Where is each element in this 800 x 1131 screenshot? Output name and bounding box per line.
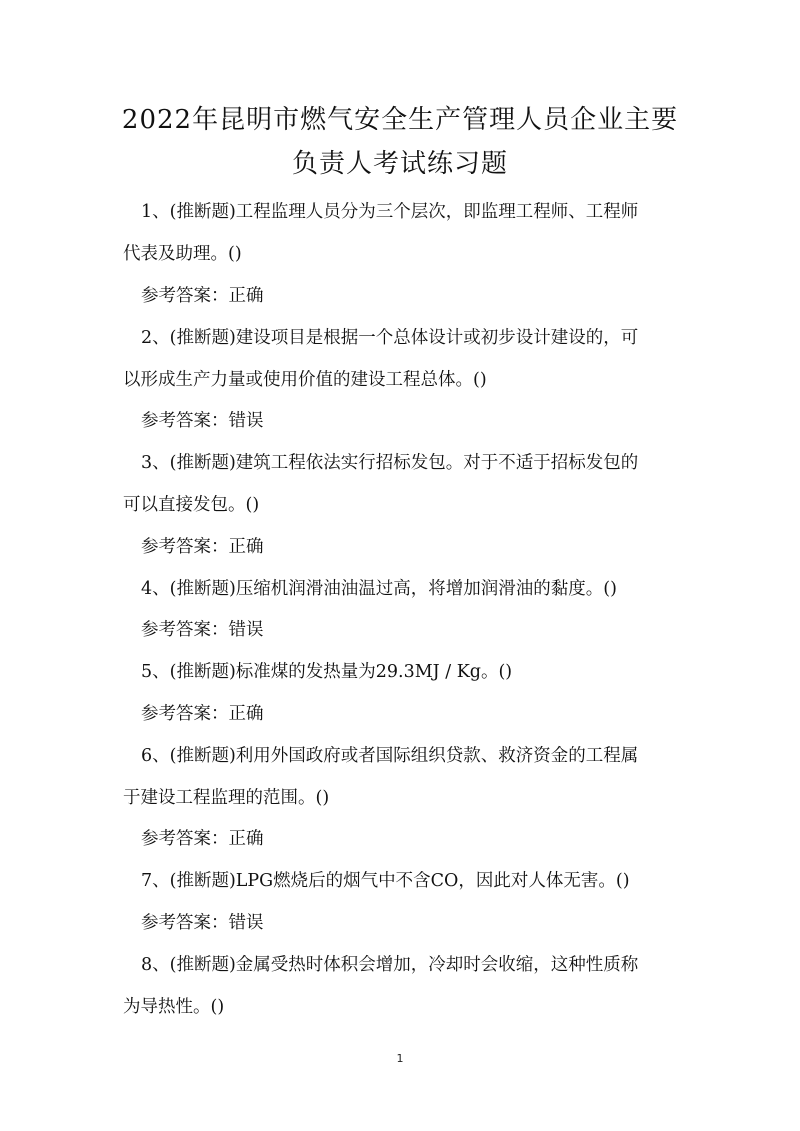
- question-8-text: 8、(推断题)金属受热时体积会增加，冷却时会收缩，这种性质称: [141, 955, 639, 975]
- question-4-answer: 参考答案：错误: [141, 620, 264, 640]
- question-6-text: 6、(推断题)利用外国政府或者国际组织贷款、救济资金的工程属: [141, 746, 639, 766]
- question-1-answer: 参考答案：正确: [141, 286, 264, 306]
- question-2-text: 2、(推断题)建设项目是根据一个总体设计或初步设计建设的，可: [141, 328, 639, 348]
- question-6-answer: 参考答案：正确: [141, 829, 264, 849]
- question-2-text-cont: 以形成生产力量或使用价值的建设工程总体。(): [123, 370, 487, 390]
- question-8-text-cont: 为导热性。(): [123, 997, 225, 1017]
- question-4-text: 4、(推断题)压缩机润滑油油温过高，将增加润滑油的黏度。(): [141, 579, 617, 599]
- question-1-text-cont: 代表及助理。(): [123, 244, 242, 264]
- question-2-answer: 参考答案：错误: [141, 411, 264, 431]
- question-3-answer: 参考答案：正确: [141, 537, 264, 557]
- question-1-text: 1、(推断题)工程监理人员分为三个层次，即监理工程师、工程师: [141, 202, 639, 222]
- question-3-text-cont: 可以直接发包。(): [123, 495, 260, 515]
- page-number: 1: [396, 1052, 404, 1065]
- question-3-text: 3、(推断题)建筑工程依法实行招标发包。对于不适于招标发包的: [141, 453, 639, 473]
- question-5-answer: 参考答案：正确: [141, 704, 264, 724]
- question-7-text: 7、(推断题)LPG燃烧后的烟气中不含CO，因此对人体无害。(): [141, 871, 630, 891]
- question-7-answer: 参考答案：错误: [141, 913, 264, 933]
- document-title-line-2: 负责人考试练习题: [291, 149, 508, 179]
- question-6-text-cont: 于建设工程监理的范围。(): [123, 788, 330, 808]
- document-title-line-1: 2022年昆明市燃气安全生产管理人员企业主要: [121, 105, 679, 135]
- question-5-text: 5、(推断题)标准煤的发热量为29.3MJ / Kg。(): [141, 662, 513, 682]
